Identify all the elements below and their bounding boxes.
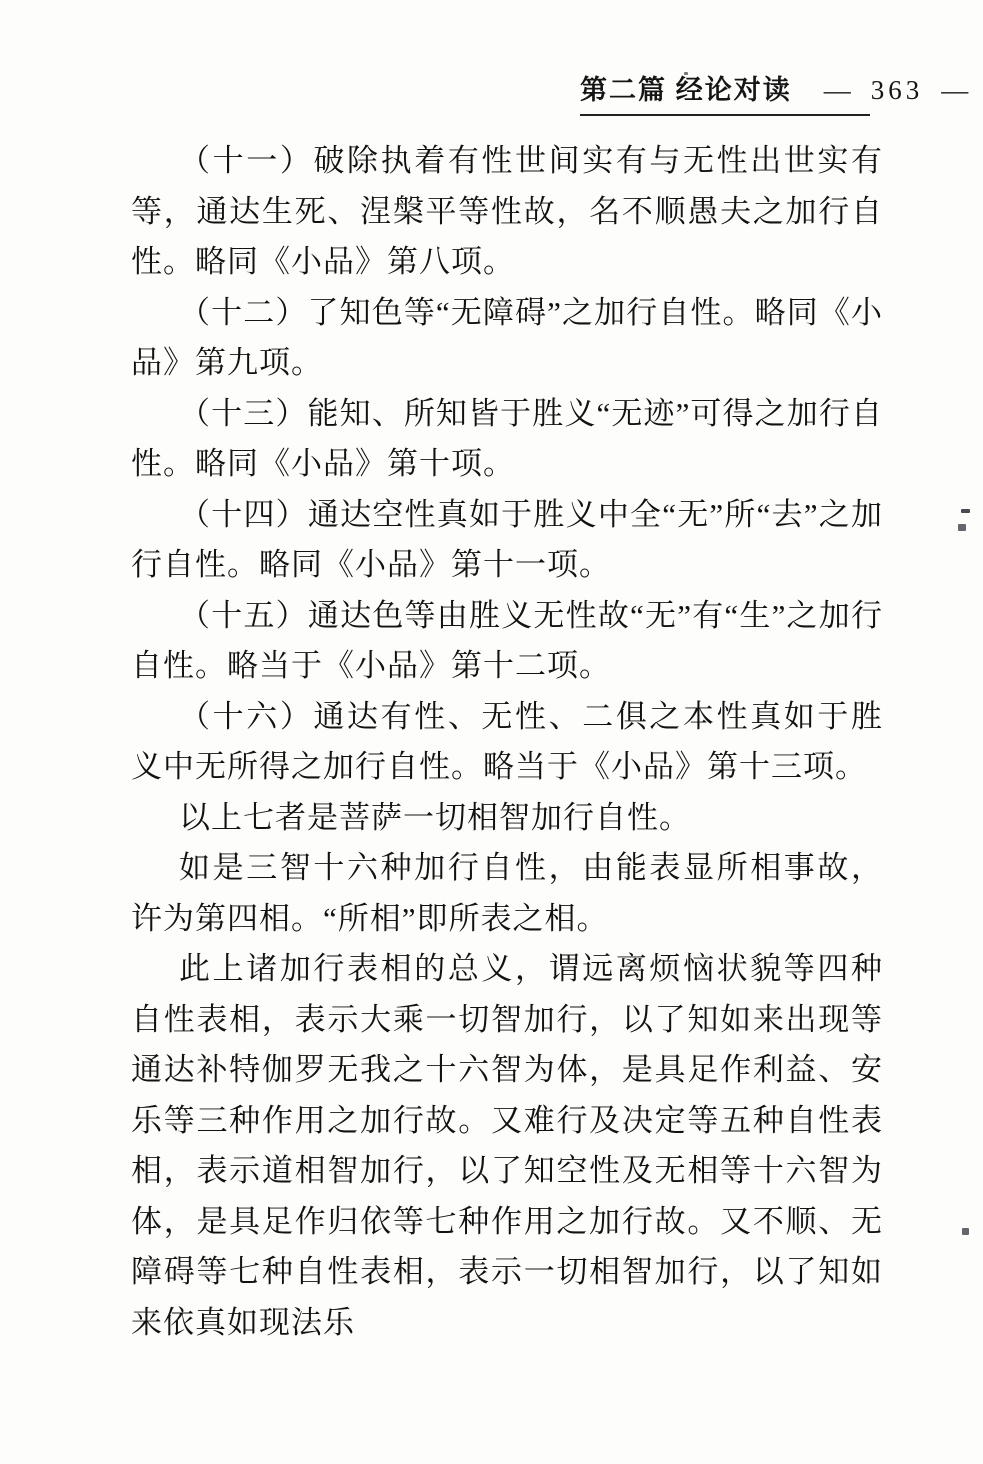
paragraph-14: （十四）通达空性真如于胜义中全“无”所“去”之加行自性。略同《小品》第十一项。 <box>131 496 883 582</box>
running-header <box>580 68 971 116</box>
paragraph-11: （十一）破除执着有性世间实有与无性出世实有等，通达生死、涅槃平等性故，名不顺愚夫之加行自性。略同《小品》第八项。 <box>131 143 883 279</box>
scan-artifact-mark <box>962 1228 969 1235</box>
paragraph-15: （十五）通达色等由胜义无性故“无”有“生”之加行自性。略当于《小品》第十二项。 <box>131 597 883 683</box>
scan-artifact-speck <box>684 72 688 75</box>
scan-artifact-mark <box>961 509 970 513</box>
paragraph-16: （十六）通达有性、无性、二俱之本性真如于胜义中无所得之加行自性。略当于《小品》第十三项。 <box>131 698 883 784</box>
paragraph-general-meaning: 此上诸加行表相的总义，谓远离烦恼状貌等四种自性表相，表示大乘一切智加行，以了知如来出现等通达补特伽罗无我之十六智为体，是具足作利益、安乐等三种作用之加行故。又难行及决定等五种自性表相，表示道相智加行，以了知空性及无相等十六智为体，是具足作归依等七种作用之加行故。又不顺、无障碍等七种自性表相，表示一切相智加行，以了知如来依真如现法乐 <box>131 951 883 1340</box>
paragraph-fourth-aspect: 如是三智十六种加行自性，由能表显所相事故，许为第四相。“所相”即所表之相。 <box>131 850 883 936</box>
page-text-body <box>131 136 883 1348</box>
paragraph-13: （十三）能知、所知皆于胜义“无迹”可得之加行自性。略同《小品》第十项。 <box>131 395 883 481</box>
page-number-dash-right: — <box>941 75 971 105</box>
page-number: 363 <box>870 75 924 105</box>
running-title: 第二篇 经论对读 <box>580 75 792 105</box>
paragraph-summary-seven: 以上七者是菩萨一切相智加行自性。 <box>179 799 692 835</box>
page-number-dash-left: — <box>823 75 853 105</box>
paragraph-12: （十二）了知色等“无障碍”之加行自性。略同《小品》第九项。 <box>131 294 883 380</box>
scan-artifact-mark <box>958 524 966 531</box>
